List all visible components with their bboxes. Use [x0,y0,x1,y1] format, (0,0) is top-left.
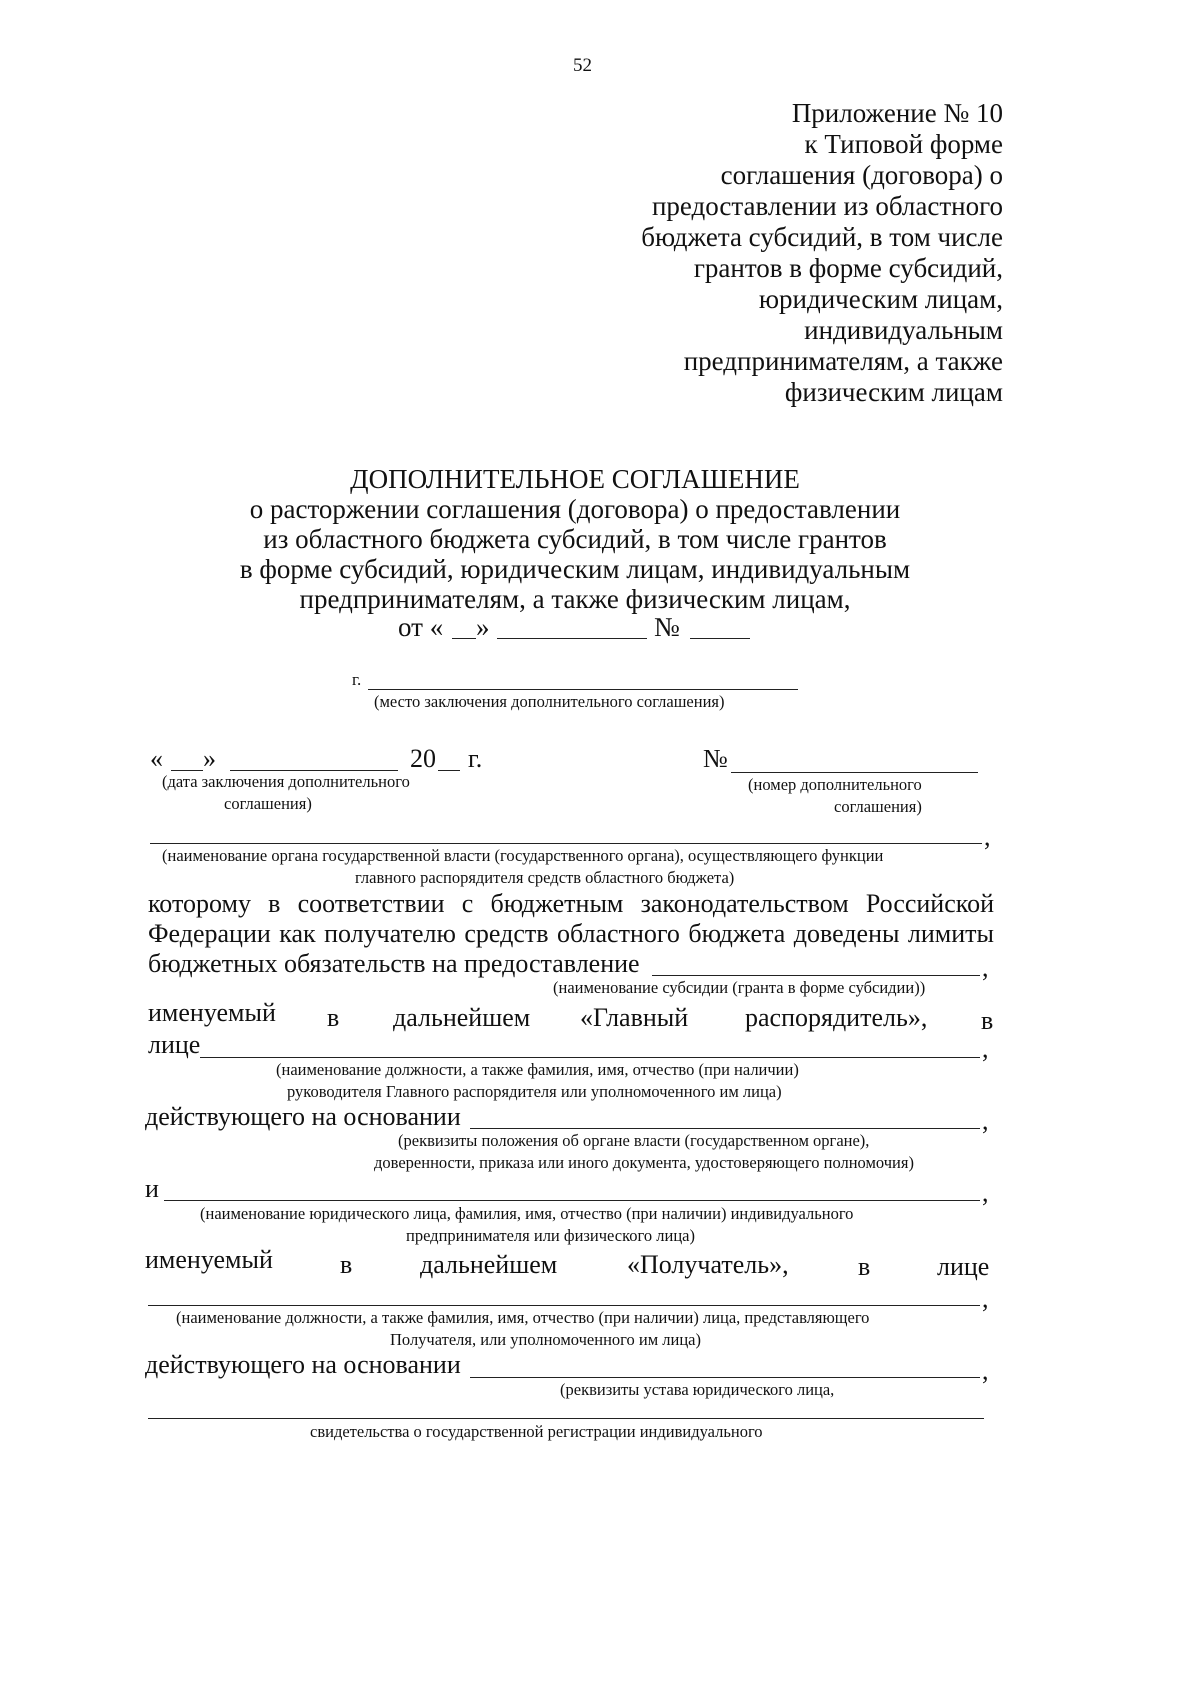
acting-on-basis-label-2: действующего на основании [145,1350,461,1379]
title-line: предпринимателям, а также физическим лицам, [299,584,851,614]
subsidy-name-blank[interactable] [652,975,980,976]
basis-caption-line1: (реквизиты положения об органе власти (государственном органе), [398,1131,870,1150]
document-heading: ДОПОЛНИТЕЛЬНОЕ СОГЛАШЕНИЕ [350,464,800,494]
word: в [327,1003,340,1032]
number-caption-line2: соглашения) [834,797,922,816]
appendix-line: к Типовой форме [804,129,1003,159]
basis-caption-line2: доверенности, приказа или иного документа, удостоверяющего полномочия) [374,1153,914,1172]
title-line: о расторжении соглашения (договора) о предоставлении [249,494,901,524]
certificate-blank[interactable] [148,1418,984,1419]
from-day-blank[interactable] [452,638,476,639]
basis-blank-2[interactable] [470,1377,980,1378]
representative-blank[interactable] [148,1305,980,1306]
date-month-blank[interactable] [230,770,398,771]
recipient-caption-line1: (наименование юридического лица, фамилия, имя, отчество (при наличии) индивидуального [200,1204,854,1223]
title-line: в форме субсидий, юридическим лицам, индивидуальным [239,554,911,584]
acting-on-basis-label: действующего на основании [145,1102,461,1131]
date-close-quote: » [203,744,216,773]
paragraph-line: бюджетных обязательств на предоставление [148,949,640,978]
date-year-blank[interactable] [438,770,460,771]
organ-caption-line2: главного распорядителя средств областного бюджета) [355,868,735,887]
word: «Главный [580,1003,689,1032]
comma: , [982,1284,989,1313]
word: именуемый [148,998,276,1027]
page-number: 52 [573,55,592,76]
word: именуемый [145,1245,273,1274]
date-caption-line1: (дата заключения дополнительного [162,772,410,791]
place-caption: (место заключения дополнительного соглашения) [374,692,725,711]
appendix-line: физическим лицам [784,377,1003,407]
title-number-blank[interactable] [690,638,750,639]
head-caption-line1: (наименование должности, а также фамилия, имя, отчество (при наличии) [276,1060,799,1079]
agreement-number-blank[interactable] [731,772,978,773]
appendix-line: Приложение № 10 [791,98,1003,128]
and-word: и [145,1174,159,1203]
word: дальнейшем [420,1250,558,1279]
head-caption-line2: руководителя Главного распорядителя или уполномоченного им лица) [287,1082,782,1101]
paragraph-line: которому в соответствии с бюджетным законодательством Российской [148,889,994,918]
place-blank[interactable] [368,689,798,690]
word: лице [937,1252,990,1281]
appendix-line: бюджета субсидий, в том числе [641,222,1003,252]
appendix-line: предоставлении из областного [651,191,1003,221]
agreement-number-sign: № [703,744,728,773]
subsidy-caption: (наименование субсидии (гранта в форме субсидии)) [553,978,926,997]
head-person-blank[interactable] [200,1057,980,1058]
number-caption-line1: (номер дополнительного [748,775,922,794]
word: в [981,1006,994,1035]
word: в [340,1250,353,1279]
comma: , [982,953,989,982]
word: дальнейшем [393,1003,531,1032]
word: распорядитель», [745,1003,928,1032]
in-person-label: лице [148,1030,201,1059]
recipient-caption-line2: предпринимателя или физического лица) [406,1226,695,1245]
charter-caption: (реквизиты устава юридического лица, [560,1380,835,1399]
comma: , [982,1106,989,1135]
comma: , [982,1356,989,1385]
recipient-name-blank[interactable] [164,1200,980,1201]
appendix-line: индивидуальным [804,315,1003,345]
date-year-suffix: г. [468,744,483,773]
from-prefix: от « [398,612,444,642]
organ-caption-line1: (наименование органа государственной власти (государственного органа), осуществляющего функции [162,846,884,865]
title-number-sign: № [654,612,680,642]
date-year-prefix: 20 [410,744,436,773]
word: в [858,1252,871,1281]
appendix-line: соглашения (договора) о [720,160,1003,190]
organ-name-blank[interactable] [150,843,982,844]
paragraph-line: Федерации как получателю средств областного бюджета доведены лимиты [148,919,994,948]
basis-blank-1[interactable] [470,1128,980,1129]
date-day-blank[interactable] [171,770,203,771]
from-date-blank[interactable] [497,638,647,639]
date-caption-line2: соглашения) [224,794,312,813]
date-open-quote: « [150,744,163,773]
comma: , [982,1178,989,1207]
title-line: из областного бюджета субсидий, в том числе грантов [263,524,887,554]
rep-caption-line2: Получателя, или уполномоченного им лица) [390,1330,702,1349]
comma: , [984,822,991,851]
from-close-quote: » [476,612,490,642]
place-prefix: г. [352,670,362,689]
word: «Получатель», [627,1250,789,1279]
appendix-line: юридическим лицам, [758,284,1003,314]
comma: , [982,1034,989,1063]
appendix-line: грантов в форме субсидий, [693,253,1003,283]
appendix-line: предпринимателям, а также [683,346,1003,376]
certificate-caption: свидетельства о государственной регистрации индивидуального [310,1422,763,1441]
rep-caption-line1: (наименование должности, а также фамилия, имя, отчество (при наличии) лица, представляющего [176,1308,870,1327]
